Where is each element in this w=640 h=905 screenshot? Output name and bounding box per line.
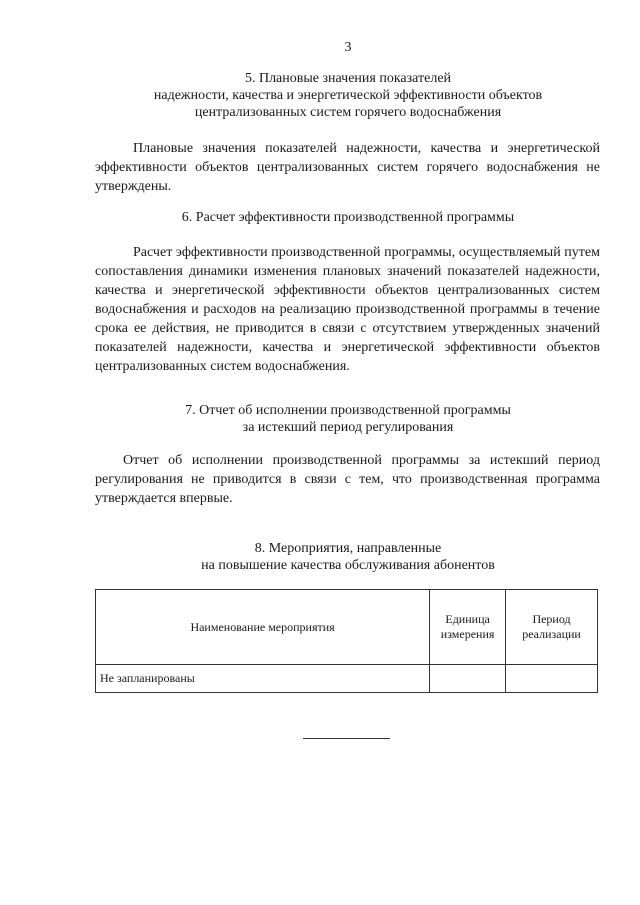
section-6-heading <box>95 209 601 226</box>
heading-line: 7. Отчет об исполнении производственной программы <box>185 403 511 418</box>
heading-line: 8. Мероприятия, направленные <box>254 541 442 556</box>
column-header-unit: Единица измерения <box>430 590 506 665</box>
column-header-name: Наименование мероприятия <box>96 590 430 665</box>
heading-line: на повышение качества обслуживания абонентов <box>201 558 495 573</box>
section-8-heading <box>95 540 601 574</box>
table-cell <box>506 665 598 693</box>
table-cell <box>430 665 506 693</box>
closing-divider-line <box>303 738 390 739</box>
heading-line: 6. Расчет эффективности производственной программы <box>181 210 515 225</box>
section-5-text: Плановые значения показателей надежности, качества и энергетической эффективности объектов централизованных систем горячего водоснабжения не утверждены. <box>95 141 600 194</box>
heading-line: за истекший период регулирования <box>242 420 454 435</box>
measures-table <box>95 589 598 693</box>
section-6-text: Расчет эффективности производственной программы, осуществляемый путем сопоставления динамики изменения плановых значений показателей надежности, качества и энергетической эффективности объектов централизованных систем водоснабжения и расходов на реализацию производственной программы в течение срока ее действия, не приводится в связи с отсутствием утвержденных значений показателей надежности, качества и энергетической эффективности объектов централизованных систем водоснабжения. <box>95 245 600 374</box>
heading-line: надежности, качества и энергетической эффективности объектов <box>153 88 543 103</box>
page-number: 3 <box>344 40 352 55</box>
table-row <box>96 665 598 693</box>
table-header-row <box>96 590 598 665</box>
section-5-heading <box>95 70 601 121</box>
table-cell: Не запланированы <box>96 665 430 693</box>
heading-line: централизованных систем горячего водоснабжения <box>194 105 502 120</box>
section-7-text: Отчет об исполнении производственной программы за истекший период регулирования не приводится в связи с тем, что производственная программа утверждается впервые. <box>95 453 600 506</box>
column-header-period: Период реализации <box>506 590 598 665</box>
heading-line: 5. Плановые значения показателей <box>244 71 452 86</box>
section-7-heading <box>95 402 601 436</box>
